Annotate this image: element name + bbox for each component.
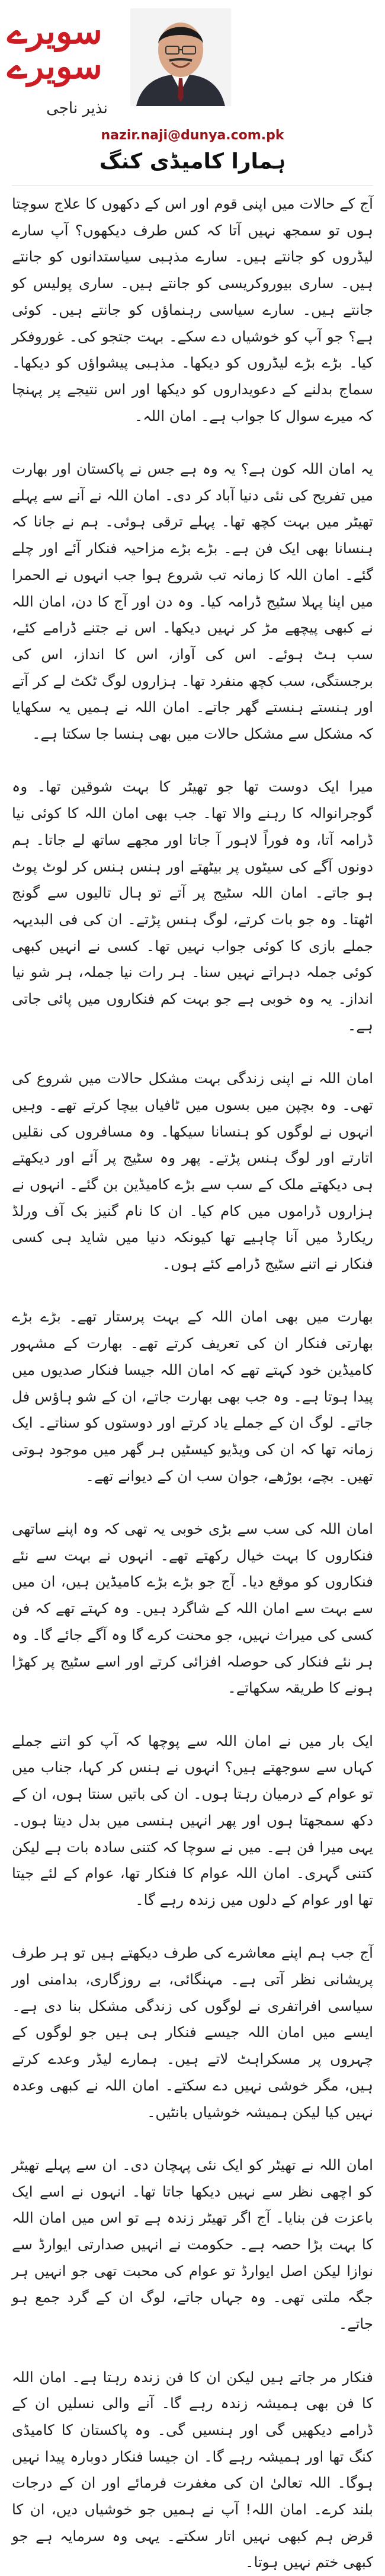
paragraph: آج کے حالات میں اپنی قوم اور اس کے دکھوں کا علاج سوچتا ہوں تو سمجھ نہیں آتا کہ کس طرف دیکھوں؟ آپ سارے لیڈروں کو جانتے ہیں۔ سارے مذہبی سیاستدانوں کو جانتے ہیں۔ ساری بیوروکریسی کو جانتے ہیں۔ ساری پولیس کو جانتے ہیں۔ سارے سیاسی رہنماؤں کو جانتے ہیں۔ کوئی ہے؟ جو آپ کو خوشیاں دے سکے۔ بہت جتجو کی۔ غوروفکر کیا۔ بڑے بڑے لیڈروں کو دیکھا۔ مذہبی پیشواؤں کو دیکھا۔ سماج بدلنے کے دعویداروں کو دیکھا اور اس نتیجے پر پہنچا کہ میرے سوال کا جواب ہے۔ امان اللہ۔	[12, 195, 373, 424]
paragraph: ایک بار میں نے امان اللہ سے پوچھا کہ آپ کو اتنے جملے کہاں سے سوجھتے ہیں؟ انہوں نے ہنس کر کہا، جناب میں تو عوام کے درمیان رہتا ہوں۔ ان کی باتیں سنتا ہوں، ان کے دکھ سمجھتا ہوں اور پھر انہیں ہنسی میں بدل دیتا ہوں۔ یہی میرا فن ہے۔ میں نے سوچا کہ کتنی سادہ بات ہے لیکن کتنی گہری۔ امان اللہ عوام کا فنکار تھا، عوام کے لئے جیتا تھا اور عوام کے دلوں میں زندہ رہے گا۔	[12, 1732, 373, 1908]
paragraph: امان اللہ کی سب سے بڑی خوبی یہ تھی کہ وہ اپنے ساتھی فنکاروں کا بہت خیال رکھتے تھے۔ انہوں نے بہت سے نئے فنکاروں کو موقع دیا۔ آج جو بڑے بڑے کامیڈین ہیں، ان میں سے بہت سے امان اللہ کے شاگرد ہیں۔ وہ کہتے تھے کہ فن کسی کی میراث نہیں، جو محنت کرے گا وہ آگے جائے گا۔ وہ ہر نئے فنکار کی حوصلہ افزائی کرتے اور اسے سٹیج پر کھڑا ہونے کا طریقہ سکھاتے۔	[12, 1520, 373, 1697]
paragraph: فنکار مر جاتے ہیں لیکن ان کا فن زندہ رہتا ہے۔ امان اللہ کا فن بھی ہمیشہ زندہ رہے گا۔ آنے والی نسلیں ان کے ڈرامے دیکھیں گی اور ہنسیں گی۔ وہ پاکستان کا کامیڈی کنگ تھا اور ہمیشہ رہے گا۔ ان جیسا فنکار دوبارہ پیدا نہیں ہوگا۔ اللہ تعالیٰ ان کی مغفرت فرمائے اور ان کے درجات بلند کرے۔ امان اللہ! آپ نے ہمیں جو خوشیاں دیں، ان کا قرض ہم کبھی نہیں اتار سکتے۔ یہی وہ سرمایہ ہے جو کبھی ختم نہیں ہوتا۔	[12, 2368, 373, 2571]
header-divider	[12, 185, 373, 186]
column-header	[0, 0, 385, 178]
paragraph: امان اللہ نے اپنی زندگی بہت مشکل حالات میں شروع کی تھی۔ وہ بچپن میں بسوں میں ٹافیاں بیچا کرتے تھے۔ وہیں انہوں نے لوگوں کو ہنسانا سیکھا۔ وہ مسافروں کی نقلیں اتارتے اور لوگ ہنس پڑتے۔ پھر وہ سٹیج پر آئے اور دیکھتے ہی دیکھتے ملک کے سب سے بڑے کامیڈین بن گئے۔ انہوں نے ہزاروں ڈراموں میں کام کیا۔ ان کا نام گنیز بک آف ورلڈ ریکارڈ میں آنا چاہیے تھا کیونکہ دنیا میں شاید ہی کسی فنکار نے اتنے سٹیج ڈرامے کئے ہوں۔	[12, 1070, 373, 1273]
column-brand-title: سویرے سویرے	[7, 11, 102, 87]
author-email[interactable]: nazir.naji@dunya.com.pk	[101, 128, 284, 143]
paragraph: آج جب ہم اپنے معاشرے کی طرف دیکھتے ہیں تو ہر طرف پریشانی نظر آتی ہے۔ مہنگائی، بے روزگاری، بدامنی اور سیاسی افراتفری نے لوگوں کی زندگی مشکل بنا دی ہے۔ ایسے میں امان اللہ جیسے فنکار ہی ہیں جو لوگوں کے چہروں پر مسکراہٹ لاتے ہیں۔ ہمارے لیڈر وعدے کرتے ہیں، مگر خوشی نہیں دے سکتے۔ امان اللہ نے کبھی وعدہ نہیں کیا لیکن ہمیشہ خوشیاں بانٹیں۔	[12, 1944, 373, 2121]
article-body	[12, 191, 373, 2571]
paragraph: یہ امان اللہ کون ہے؟ یہ وہ ہے جس نے پاکستان اور بھارت میں تفریح کی نئی دنیا آباد کر دی۔ امان اللہ نے آنے سے پہلے تھیٹر میں بہت کچھ تھا۔ پہلے ترقی ہوئی۔ ہم نے جانا کہ ہنسانا بھی ایک فن ہے۔ بڑے بڑے مزاحیہ فنکار آئے اور چلے گئے۔ امان اللہ کا زمانہ تب شروع ہوا جب انہوں نے الحمرا میں اپنا پہلا سٹیج ڈرامہ کیا۔ وہ دن اور آج کا دن، امان اللہ نے کبھی پیچھے مڑ کر نہیں دیکھا۔ اس نے جتنے ڈرامے کئے، سب ہٹ ہوئے۔ اس کی آواز، اس کا انداز، اس کی برجستگی، سب کچھ منفرد تھا۔ ہزاروں لوگ ٹکٹ لے کر آتے اور ہنستے ہنستے گھر جاتے۔ امان اللہ نے ہمیں یہ سکھایا کہ مشکل سے مشکل حالات میں بھی ہنسا جا سکتا ہے۔	[12, 460, 373, 743]
author-portrait-icon	[130, 8, 231, 106]
paragraph: میرا ایک دوست تھا جو تھیٹر کا بہت شوقین تھا۔ وہ گوجرانوالہ کا رہنے والا تھا۔ جب بھی امان اللہ کا کوئی نیا ڈرامہ آتا، وہ فوراً لاہور آ جاتا اور مجھے ساتھ لے جاتا۔ ہم دونوں آگے کی سیٹوں پر بیٹھتے اور ہنس ہنس کر لوٹ پوٹ ہو جاتے۔ امان اللہ سٹیج پر آتے تو ہال تالیوں سے گونج اٹھتا۔ وہ جو بات کرتے، لوگ ہنس پڑتے۔ ان کی فی البدیہہ جملے بازی کا کوئی جواب نہیں تھا۔ کسی نے انہیں کبھی کوئی جملہ دہراتے نہیں سنا۔ ہر رات نیا جملہ، ہر شو نیا انداز۔ یہ وہ خوبی ہے جو بہت کم فنکاروں میں پائی جاتی ہے۔	[12, 778, 373, 1034]
author-name: نذیر ناجی	[46, 100, 108, 117]
author-photo	[130, 8, 231, 106]
paragraph: امان اللہ نے تھیٹر کو ایک نئی پہچان دی۔ ان سے پہلے تھیٹر کو اچھی نظر سے نہیں دیکھا جاتا تھا۔ انہوں نے اسے ایک باعزت فن بنایا۔ آج اگر تھیٹر زندہ ہے تو اس میں امان اللہ کا بہت بڑا حصہ ہے۔ حکومت نے انہیں صدارتی ایوارڈ سے نوازا لیکن اصل ایوارڈ تو عوام کی محبت تھی جو انہیں ہر جگہ ملتی تھی۔ وہ جہاں جاتے، لوگ ان کے گرد جمع ہو جاتے۔	[12, 2156, 373, 2333]
paragraph: بھارت میں بھی امان اللہ کے بہت پرستار تھے۔ بڑے بڑے بھارتی فنکار ان کی تعریف کرتے تھے۔ بھارت کے مشہور کامیڈین خود کہتے تھے کہ امان اللہ جیسا فنکار صدیوں میں پیدا ہوتا ہے۔ وہ جب بھی بھارت جاتے، ان کے شو ہاؤس فل جاتے۔ لوگ ان کے جملے یاد کرتے اور دوستوں کو سناتے۔ ایک زمانہ تھا کہ ان کی ویڈیو کیسٹیں ہر گھر میں موجود ہوتی تھیں۔ بچے، بوڑھے، جوان سب ان کے دیوانے تھے۔	[12, 1308, 373, 1485]
article-headline: ہمارا کامیڈی کنگ	[99, 149, 286, 174]
